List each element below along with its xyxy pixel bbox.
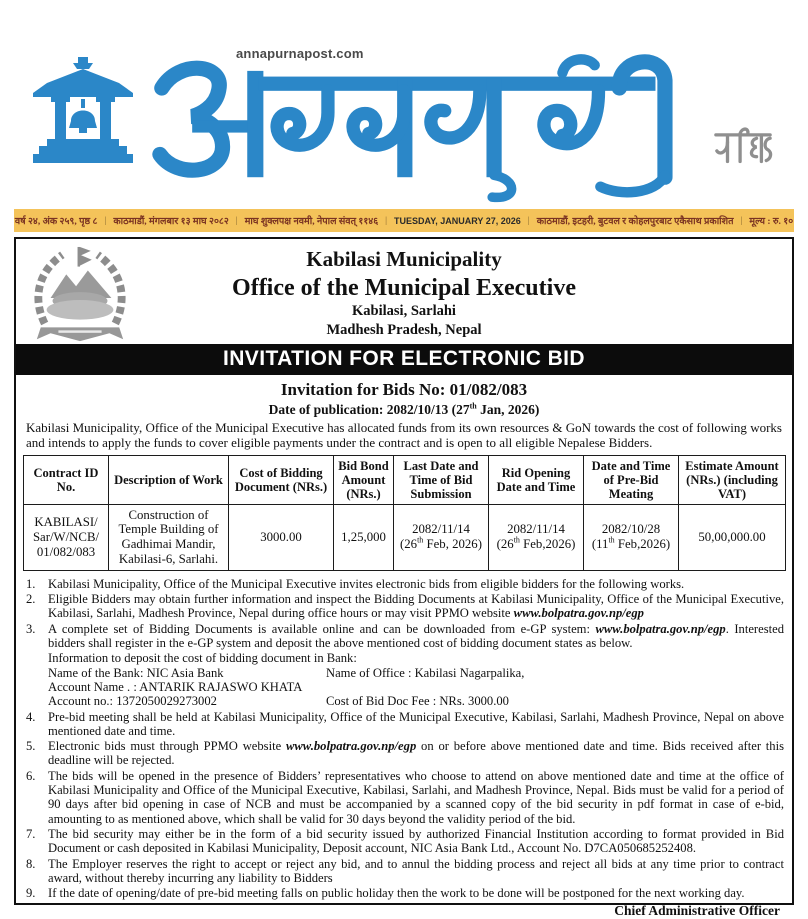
cell-estimate: 50,00,000.00 [679,504,786,570]
list-item [26,622,784,709]
publication-date-rest: Jan, 2026) [476,401,540,417]
list-item-segment: The bids will be opened in the presence of Bidders’ representatives who choose to attend on above mentioned date and time at the office of Kabilasi Municipality and Office of the Municipal Executive, Kabilasi, Sarlahi, and Madhesh Province, Nepal. Bids must be valid for a period of 90 days after bid opening in case of NCB and must be accompanied by a scanned copy of the bid security in pdf format in case of e-bid, amounting to as mentioned above, which shall be valid for 30 days beyond the validity period of the bid. [48,768,784,826]
bid-table [23,455,786,571]
infobar-segment: वर्ष २४, अंक २५९, पृष्ठ ८ [14,217,98,227]
bolpatra-url: www.bolpatra.gov.np/egp [513,606,644,621]
list-item-text [48,577,784,591]
last-date-pre: (26 [400,537,418,552]
logo-post-suffix-icon [712,126,774,168]
bid-opening-pre: (26 [496,537,514,552]
bank-info-intro: Information to deposit the cost of bidding document in Bank: [48,651,357,666]
bolpatra-url: www.bolpatra.gov.np/egp [595,621,726,636]
infobar-separator: | [104,215,107,226]
list-item [26,577,784,591]
bank-info-left: Name of the Bank: NIC Asia Bank [48,665,224,680]
infobar-separator: | [527,215,530,226]
list-item [26,827,784,856]
bank-info-block [48,651,784,708]
list-item-segment: Kabilasi Municipality, Office of the Municipal Executive invites electronic bids from eligible bidders for the following works. [48,576,685,591]
cell-cost: 3000.00 [229,504,334,570]
column-header: Estimate Amount (NRs.) (including VAT) [679,455,786,504]
list-item [26,592,784,621]
contract-id-line: Sar/W/NCB/ [32,529,100,544]
description-line: Gadhimai Mandir, [121,537,216,552]
list-item-text [48,592,784,621]
info-bar [14,209,794,232]
bank-info-left: Account no.: 1372050029273002 [48,694,217,709]
banner-title: INVITATION FOR ELECTRONIC BID [16,344,792,375]
list-item-segment: on or before above mentioned date and time. Bids received after this deadline will be rejected. [48,739,785,768]
list-item [26,857,784,886]
column-header: Last Date and Time of Bid Submission [394,455,489,504]
municipality-emblem-icon [30,245,130,349]
bid-opening-post: Feb,2026) [519,537,576,552]
list-item-text [48,827,784,856]
cell-last-date [394,504,489,570]
bid-no-heading: Invitation for Bids No: 01/082/083 [280,379,528,399]
list-item-segment: Eligible Bidders may obtain further information and inspect the Bidding Documents at Kabilasi Municipality, Office of the Municipal Executive, Kabilasi, Sarlahi, Madhesh Province, Nepal during office hours or may visit PPMO website [48,592,784,621]
pre-bid-pre: (11 [591,537,609,552]
publication-date [16,402,792,418]
list-item-segment: Pre-bid meeting shall be held at Kabilasi Municipality, Office of the Municipal Executive, Kabilasi, Sarlahi, Madhesh Province, Nepal on above mentioned date and time. [48,709,784,738]
notice-document [14,237,794,919]
cell-contract-id [24,504,109,570]
last-date-sup: th [417,535,424,545]
cell-bid-opening [489,504,584,570]
office-name: Office of the Municipal Executive [232,274,576,301]
infobar-separator: | [235,215,238,226]
list-item-number: 5. [26,739,36,754]
list-item-segment: The Employer reserves the right to accept or reject any bid, and to annul the bidding process and reject all bids at any time prior to contract award, without thereby incurring any liability to Bidders [48,856,784,885]
publication-date-text: Date of publication: 2082/10/13 (27 [268,401,470,417]
bid-opening-line1: 2082/11/14 [507,522,565,537]
contract-id-line: 01/082/083 [36,544,96,559]
bank-info-right: Cost of Bid Doc Fee : NRs. 3000.00 [326,694,509,709]
list-item-text [48,622,784,709]
bid-opening-sup: th [513,535,520,545]
infobar-segment: काठमाडौं, इटहरी, बुटवल र कोहलपुरबाट एकैसाथ प्रकाशित [536,217,734,227]
list-item-number: 6. [26,768,36,783]
list-item-number: 8. [26,856,36,871]
last-date-line1: 2082/11/14 [412,522,470,537]
masthead-website: annapurnapost.com [236,46,364,61]
publication-date-sup: th [469,401,477,411]
list-item-segment: . Interested bidders shall register in the e-GP system and deposit the above mentioned cost of bidding document states as below. [48,621,784,651]
infobar-separator: | [385,215,388,226]
cell-pre-bid [584,504,679,570]
list-item-text [48,886,784,900]
column-header: Bid Bond Amount (NRs.) [334,455,394,504]
list-item-number: 9. [26,886,36,901]
infobar-separator: | [740,215,743,226]
list-item-number: 1. [26,576,36,591]
list-item [26,739,784,768]
column-header: Cost of Bidding Document (NRs.) [229,455,334,504]
table-header-row [24,455,786,504]
org-name: Kabilasi Municipality [306,247,502,271]
description-line: Temple Building of [118,522,219,537]
bank-info-right: Name of Office : Kabilasi Nagarpalika, [326,665,525,680]
contract-id-line: KABILASI/ [34,514,98,529]
signature: Chief Administrative Officer [614,903,780,919]
pre-bid-sup: th [608,535,615,545]
list-item-segment: Electronic bids must through PPMO website [48,739,286,754]
bank-info-right [326,680,784,694]
column-header: Rid Opening Date and Time [489,455,584,504]
address-line-2: Madhesh Pradesh, Nepal [326,321,482,338]
newspaper-logo-devanagari [138,50,703,200]
description-line: Kabilasi-6, Sarlahi. [118,552,219,567]
address-line-1: Kabilasi, Sarlahi [352,303,456,320]
list-item-text [48,857,784,886]
list-item-text [48,739,784,768]
last-date-post: Feb, 2026) [423,537,482,552]
list-item-segment: The bid security may either be in the form of a bid security issued by authorized Financial Institution according to format provided in Bid Document or cash deposited in Kabilasi Municipality, Deposit account, NIC Asia Bank Ltd., Account No. D7CA050685252408. [48,826,784,856]
infobar-segment: काठमाडौं, मंगलबार १३ माघ २०८२ [113,217,229,227]
bolpatra-url: www.bolpatra.gov.np/egp [285,739,417,754]
column-header: Description of Work [109,455,229,504]
list-item [26,710,784,739]
list-item [26,769,784,826]
bank-info-line [48,680,784,694]
list-item-number: 4. [26,709,36,724]
bank-info-line [48,666,784,680]
list-item-number: 3. [26,621,36,636]
column-header: Date and Time of Pre-Bid Meating [584,455,679,504]
list-item-segment: A complete set of Bidding Documents is available online and can be downloaded from e-GP system: [48,621,596,636]
infobar-segment: TUESDAY, JANUARY 27, 2026 [394,215,521,226]
list-item-text [48,769,784,826]
infobar-segment: मूल्य : रु. १० [749,217,794,227]
bank-info-left: Account Name . : ANTARIK RAJASWO KHATA [48,679,303,694]
pre-bid-post: Feb,2026) [614,537,671,552]
list-item [26,886,784,900]
column-header: Contract ID No. [24,455,109,504]
list-item-number: 7. [26,826,36,841]
list-item-text [48,710,784,739]
infobar-segment: माघ शुक्लपक्ष नवमी, नेपाल संवत् ११४६ [244,217,379,227]
description-line: Construction of [128,507,209,522]
bank-info-line [48,694,784,708]
pre-bid-line1: 2082/10/28 [601,522,661,537]
list-item-segment: If the date of opening/date of pre-bid meeting falls on public holiday then the work to be done will be postponed for the next working day. [48,886,745,901]
table-row [24,504,786,570]
conditions-list [16,573,792,901]
cell-description [109,504,229,570]
cell-bid-bond: 1,25,000 [334,504,394,570]
list-item-number: 2. [26,592,36,607]
intro-paragraph: Kabilasi Municipality, Office of the Municipal Executive has allocated funds from its own resources & GoN towards the cost of following works and intends to apply the funds to cover eligible payments under the contract and is open to all eligible Nepalese Bidders. [26,419,782,451]
temple-icon [33,57,133,165]
